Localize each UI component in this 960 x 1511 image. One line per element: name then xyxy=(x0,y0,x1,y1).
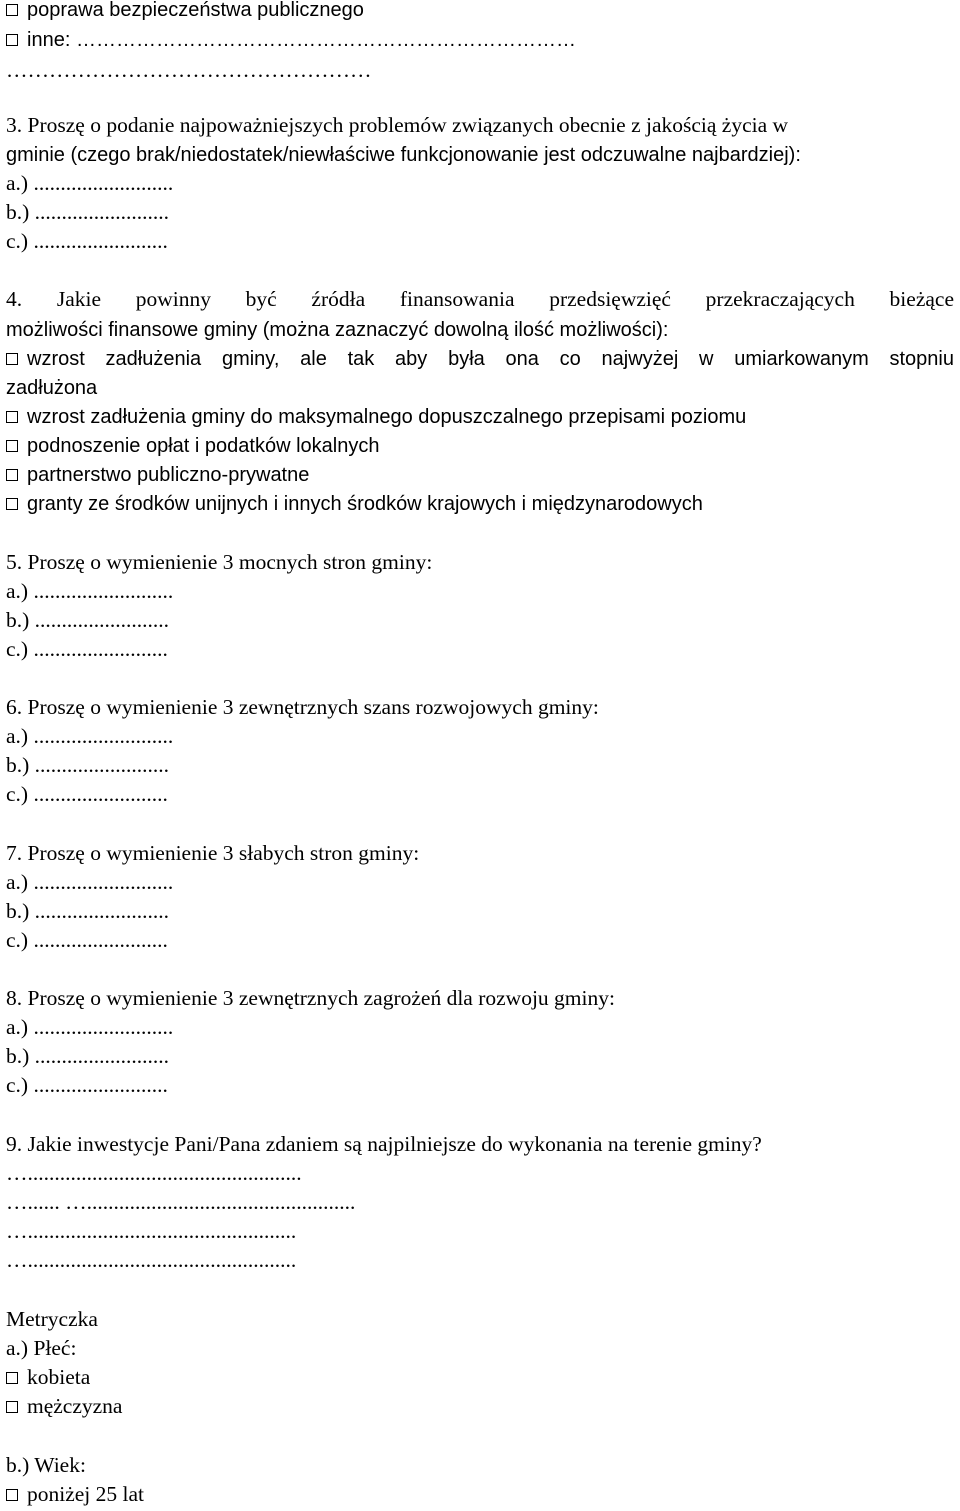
answer-line[interactable]: c.) ......................... xyxy=(6,782,168,806)
question-4-line1: 4. Jakie powinny być źródła finansowania przedsięwzięć przekraczających bieżące xyxy=(6,287,954,311)
option-label: poniżej 25 lat xyxy=(27,1482,145,1506)
answer-line[interactable]: c.) ......................... xyxy=(6,637,168,661)
answer-line[interactable]: c.) ......................... xyxy=(6,229,168,253)
option-label: granty ze środków unijnych i innych środków krajowych i międzynarodowych xyxy=(27,493,703,515)
answer-line[interactable]: b.) ......................... xyxy=(6,200,170,224)
question-3-line1: 3. Proszę o podanie najpoważniejszych problemów związanych obecnie z jakością życia w xyxy=(6,113,789,137)
option-label: mężczyzna xyxy=(27,1394,123,1418)
checkbox[interactable] xyxy=(6,4,18,16)
question-6-title: 6. Proszę o wymienienie 3 zewnętrznych szans rozwojowych gminy: xyxy=(6,695,599,719)
gender-option-female xyxy=(6,1367,90,1389)
q4-option xyxy=(6,407,746,427)
age-option-under-25 xyxy=(6,1484,144,1506)
checkbox[interactable] xyxy=(6,498,18,510)
option-label: inne: xyxy=(27,29,71,51)
answer-line[interactable]: b.) ......................... xyxy=(6,899,170,923)
option-label: wzrost zadłużenia gminy do maksymalnego dopuszczalnego przepisami poziomu xyxy=(27,406,747,428)
q4-option xyxy=(6,465,309,485)
answer-line[interactable]: a.) .......................... xyxy=(6,579,174,603)
answer-line[interactable]: b.) ......................... xyxy=(6,608,170,632)
answer-line[interactable]: a.) .......................... xyxy=(6,870,174,894)
checkbox[interactable] xyxy=(6,411,18,423)
answer-line[interactable]: ….................................................. xyxy=(6,1248,297,1272)
q4-option xyxy=(6,494,703,514)
answer-line[interactable]: a.) .......................... xyxy=(6,171,174,195)
answer-line[interactable]: ….................................................. xyxy=(6,1219,297,1243)
question-5-title: 5. Proszę o wymienienie 3 mocnych stron gminy: xyxy=(6,550,433,574)
checkbox[interactable] xyxy=(6,469,18,481)
checkbox[interactable] xyxy=(6,1489,18,1501)
option-public-safety xyxy=(6,0,364,20)
metrics-title: Metryczka xyxy=(6,1307,98,1331)
checkbox[interactable] xyxy=(6,1401,18,1413)
answer-line[interactable]: c.) ......................... xyxy=(6,928,168,952)
question-4-line2: możliwości finansowe gminy (można zaznaczyć dowolną ilość możliwości): xyxy=(6,319,669,341)
checkbox[interactable] xyxy=(6,440,18,452)
q4-option-moderate-debt-cont: zadłużona xyxy=(6,377,98,399)
option-label: wzrost zadłużenia gminy, ale tak aby była ona co najwyżej w umiarkowanym stopniu xyxy=(27,348,954,370)
answer-line[interactable]: a.) .......................... xyxy=(6,1015,174,1039)
checkbox[interactable] xyxy=(6,1372,18,1384)
option-other xyxy=(6,30,576,50)
answer-line[interactable]: a.) .......................... xyxy=(6,724,174,748)
gender-label: a.) Płeć: xyxy=(6,1336,77,1360)
other-fill-dots-line2: …………………………………………… xyxy=(6,58,372,82)
question-3-line2: gminie (czego brak/niedostatek/niewłaściwe funkcjonowanie jest odczuwalne najbardziej): xyxy=(6,144,801,166)
answer-line[interactable]: …................................................... xyxy=(6,1161,302,1185)
gender-option-male xyxy=(6,1396,122,1418)
q4-option-moderate-debt xyxy=(6,349,954,369)
question-7-title: 7. Proszę o wymienienie 3 słabych stron gminy: xyxy=(6,841,420,865)
answer-line[interactable]: c.) ......................... xyxy=(6,1073,168,1097)
option-label: partnerstwo publiczno-prywatne xyxy=(27,464,310,486)
question-8-title: 8. Proszę o wymienienie 3 zewnętrznych zagrożeń dla rozwoju gminy: xyxy=(6,986,615,1010)
age-label: b.) Wiek: xyxy=(6,1453,86,1477)
checkbox[interactable] xyxy=(6,34,18,46)
answer-line[interactable]: …...... ….................................................. xyxy=(6,1190,356,1214)
answer-line[interactable]: b.) ......................... xyxy=(6,753,170,777)
answer-line[interactable]: b.) ......................... xyxy=(6,1044,170,1068)
checkbox[interactable] xyxy=(6,353,18,365)
other-fill-dots: ………………………………………………………………… xyxy=(75,29,576,51)
option-label: kobieta xyxy=(27,1365,91,1389)
option-label: poprawa bezpieczeństwa publicznego xyxy=(27,0,364,21)
question-9-title: 9. Jakie inwestycje Pani/Pana zdaniem są najpilniejsze do wykonania na terenie gminy? xyxy=(6,1132,762,1156)
option-label: podnoszenie opłat i podatków lokalnych xyxy=(27,435,380,457)
q4-option xyxy=(6,436,379,456)
